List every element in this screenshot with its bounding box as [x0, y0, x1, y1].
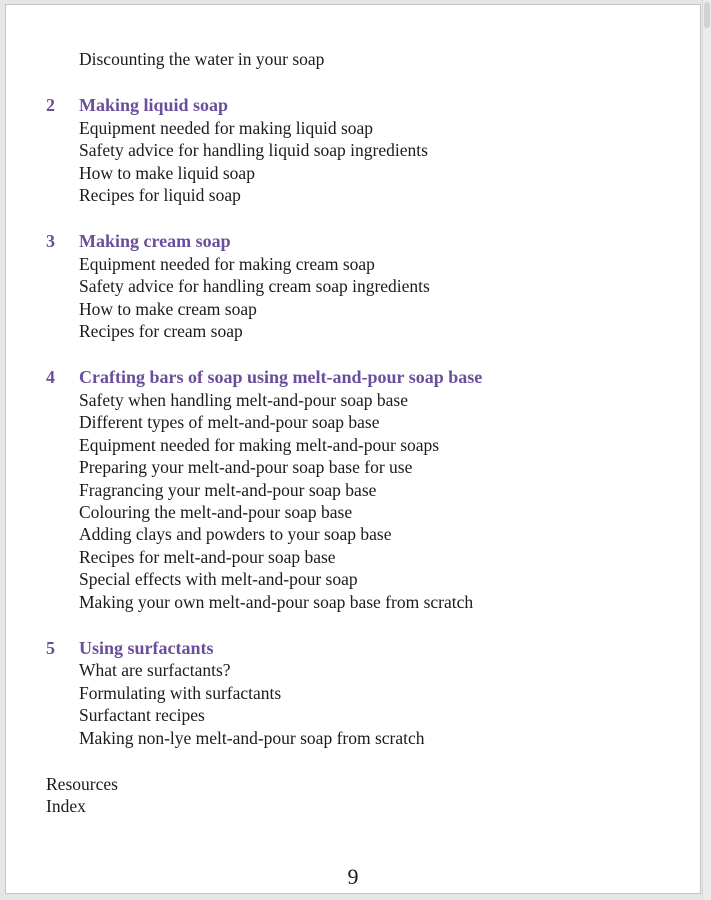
chapter-5: [6, 637, 700, 749]
toc-item: Safety advice for handling cream soap ingredients: [79, 276, 430, 297]
chapter-number: 3: [46, 231, 55, 252]
chapter-heading: [6, 230, 700, 252]
toc-item: Adding clays and powders to your soap base: [79, 524, 392, 545]
chapter-heading: [6, 94, 700, 116]
chapter-title: Making liquid soap: [79, 95, 229, 116]
toc-item: Recipes for cream soap: [79, 321, 243, 342]
toc-item: Special effects with melt-and-pour soap: [79, 569, 358, 590]
chapter-title: Using surfactants: [79, 637, 214, 658]
toc-item: Preparing your melt-and-pour soap base for use: [79, 457, 413, 478]
toc-item: Recipes for liquid soap: [79, 185, 241, 206]
toc-item: Safety advice for handling liquid soap ingredients: [79, 140, 428, 161]
toc-item: Colouring the melt-and-pour soap base: [79, 501, 353, 522]
back-matter: [6, 773, 700, 818]
toc-entry-intro: Discounting the water in your soap: [79, 49, 325, 69]
toc-item: Making your own melt-and-pour soap base from scratch: [79, 591, 474, 612]
scrollbar-thumb[interactable]: [704, 2, 710, 28]
toc-item: Surfactant recipes: [79, 705, 205, 726]
scrollbar[interactable]: [702, 0, 711, 900]
chapter-heading: [6, 366, 700, 388]
toc-item: Equipment needed for making cream soap: [79, 253, 375, 274]
toc-item: Equipment needed for making liquid soap: [79, 117, 374, 138]
chapter-list: [6, 94, 700, 749]
chapter-heading: [6, 637, 700, 659]
toc-item: Safety when handling melt-and-pour soap base: [79, 389, 409, 410]
toc-item: Different types of melt-and-pour soap base: [79, 412, 380, 433]
chapter-title: Crafting bars of soap using melt-and-pour soap base: [79, 367, 483, 388]
toc-item: How to make cream soap: [79, 298, 257, 319]
chapter-number: 4: [46, 367, 55, 388]
chapter-2: [6, 94, 700, 206]
document-page: [5, 4, 701, 894]
chapter-3: [6, 230, 700, 342]
chapter-title: Making cream soap: [79, 231, 231, 252]
toc-item: Making non-lye melt-and-pour soap from scratch: [79, 727, 425, 748]
toc-item: What are surfactants?: [79, 660, 231, 681]
toc-item: Equipment needed for making melt-and-pour soaps: [79, 434, 440, 455]
page-number: 9: [347, 864, 359, 889]
table-of-contents: [6, 5, 700, 818]
toc-entry-index: Index: [46, 796, 86, 817]
toc-entry-resources: Resources: [46, 773, 118, 794]
toc-item: Recipes for melt-and-pour soap base: [79, 546, 336, 567]
toc-item: Fragrancing your melt-and-pour soap base: [79, 479, 377, 500]
chapter-number: 5: [46, 637, 55, 658]
chapter-number: 2: [46, 95, 55, 116]
toc-item: Formulating with surfactants: [79, 682, 282, 703]
toc-item: How to make liquid soap: [79, 162, 255, 183]
chapter-4: [6, 366, 700, 612]
